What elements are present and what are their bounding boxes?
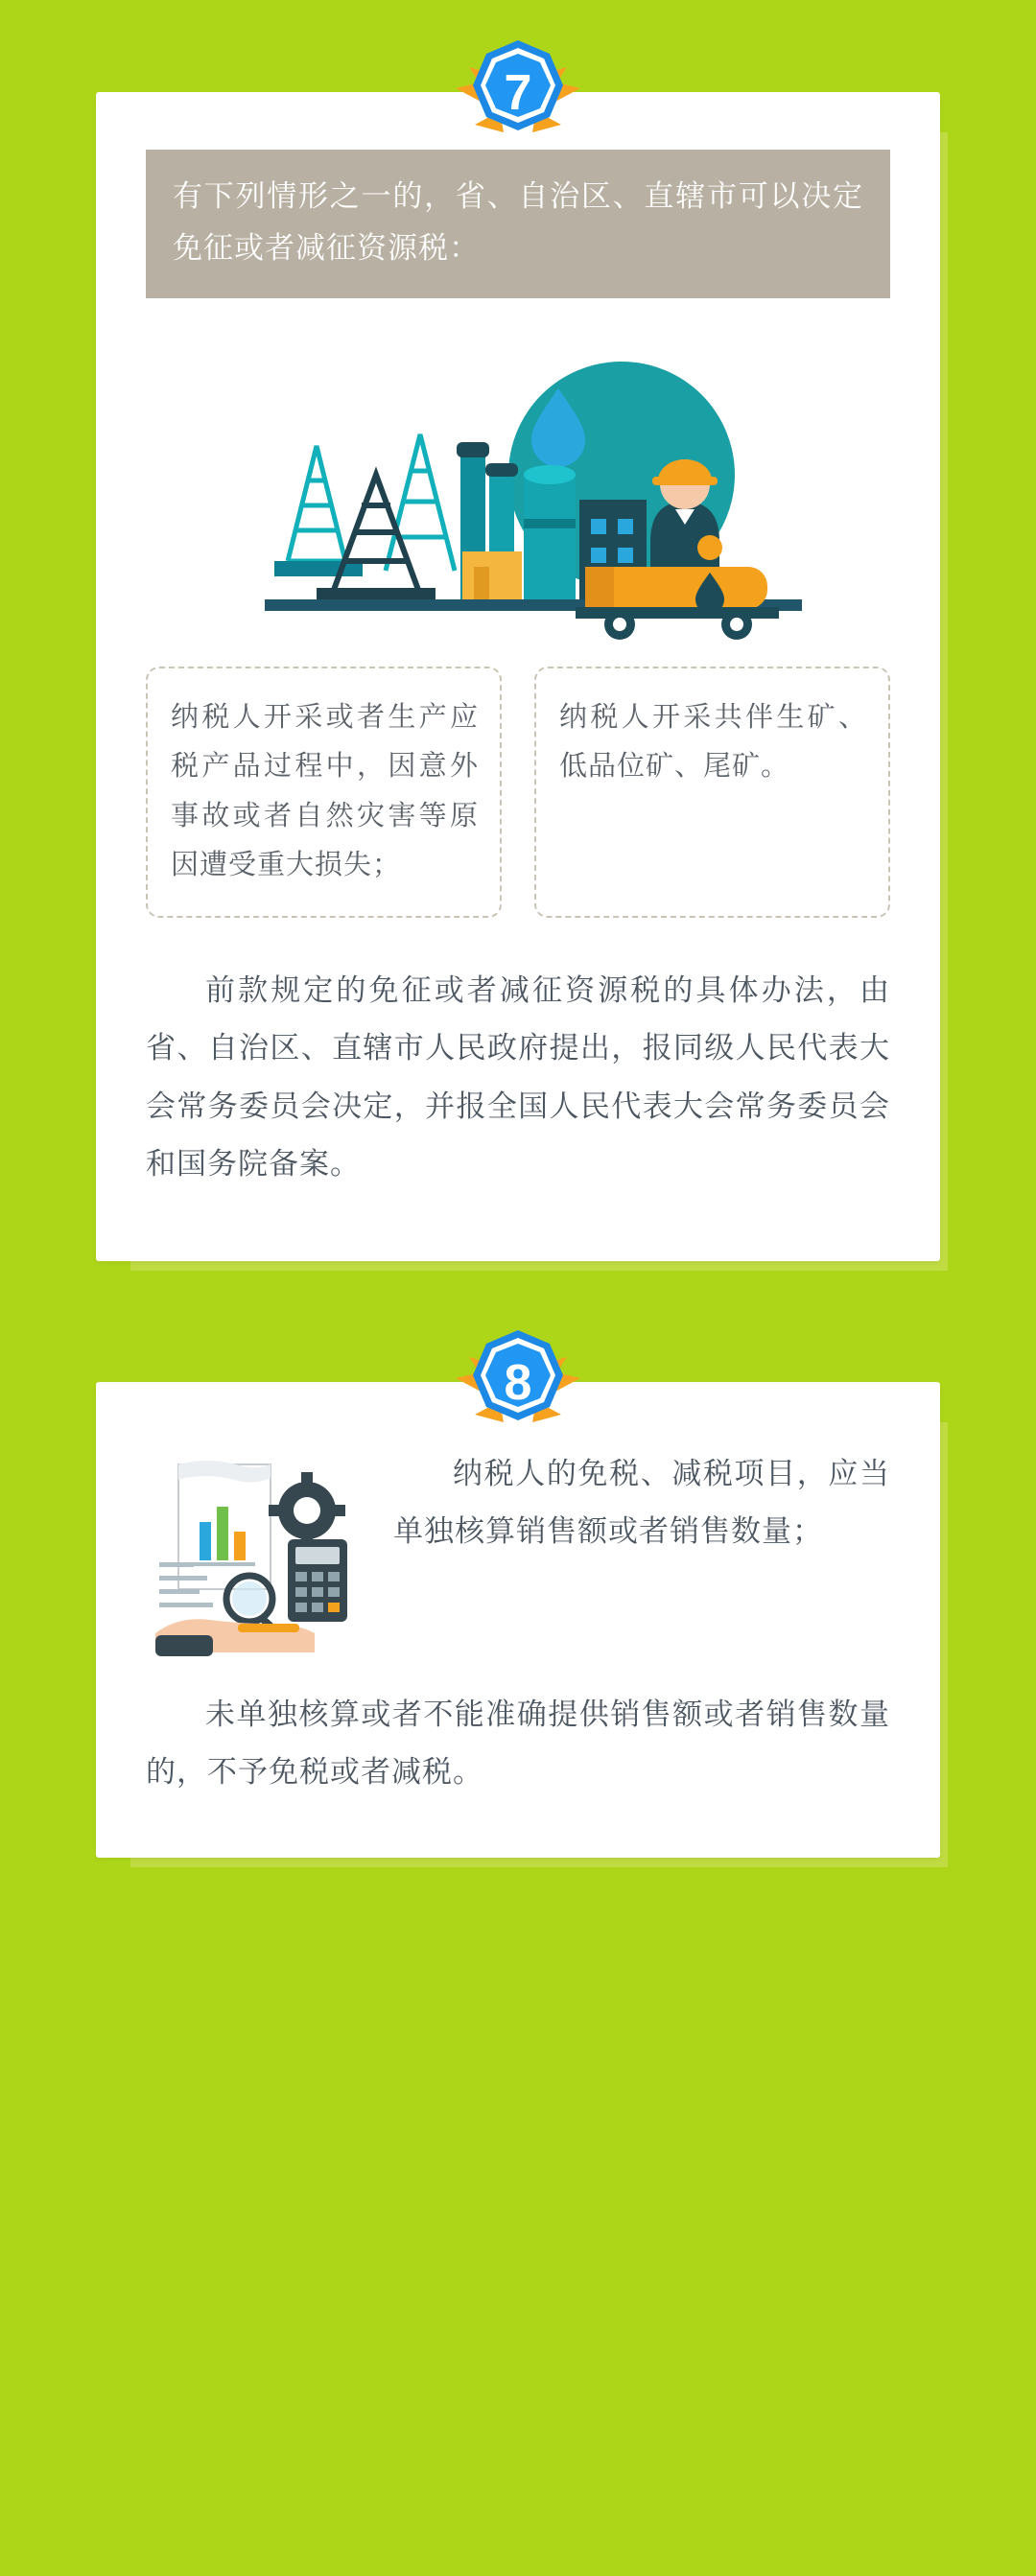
oil-field-factory-illustration <box>173 331 863 647</box>
section-8-paragraph-bottom: 未单独核算或者不能准确提供销售额或者销售数量的，不予免税或者减税。 <box>146 1697 890 1790</box>
section-card-8 <box>96 1354 940 1858</box>
badge-number: 7 <box>504 65 532 121</box>
card-7-content <box>96 92 940 1261</box>
headline-band-7: 有下列情形之一的，省、自治区、直辖市可以决定免征或者减征资源税： <box>146 150 890 298</box>
card-body-7 <box>96 65 940 1261</box>
section-card-7 <box>96 65 940 1261</box>
dashed-box-2-text: 纳税人开采共伴生矿、低品位矿、尾矿。 <box>559 701 867 783</box>
section-7-paragraph: 前款规定的免征或者减征资源税的具体办法，由省、自治区、直辖市人民政府提出，报同级人民代表大会常务委员会决定，并报全国人民代表大会常务委员会和国务院备案。 <box>146 972 890 1182</box>
card-body-8 <box>96 1354 940 1858</box>
card-8-content <box>96 1382 940 1858</box>
dashed-box-2 <box>534 667 890 918</box>
numbered-badge-icon-7 <box>446 33 590 157</box>
section-8-paragraph-top: 纳税人的免税、减税项目，应当单独核算销售额或者销售数量； <box>393 1456 890 1549</box>
bottom-spacer <box>0 1858 1036 1944</box>
numbered-badge-icon-8 <box>446 1323 590 1447</box>
dashed-box-row <box>146 667 890 918</box>
section-8-top <box>146 1441 890 1661</box>
dashed-box-1-text: 纳税人开采或者生产应税产品过程中，因意外事故或者自然灾害等原因遭受重大损失； <box>171 701 479 881</box>
badge-number: 8 <box>504 1354 532 1411</box>
dashed-box-1 <box>146 667 502 918</box>
document-analysis-illustration <box>146 1455 376 1661</box>
